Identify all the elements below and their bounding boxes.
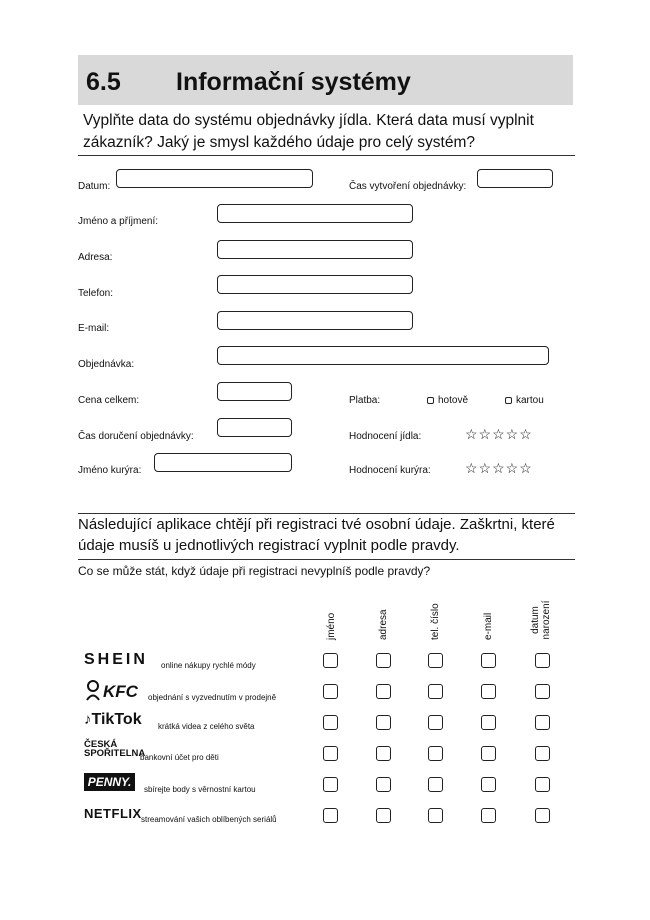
section-number: 6.5 bbox=[86, 68, 121, 96]
kfc-logo: KFC bbox=[103, 682, 138, 701]
email-label: E-mail: bbox=[78, 323, 110, 334]
datum-field[interactable] bbox=[116, 169, 313, 188]
checkbox-datum-narozeni[interactable] bbox=[535, 684, 550, 699]
section-title: Informační systémy bbox=[176, 68, 411, 96]
datum-label: Datum: bbox=[78, 181, 111, 192]
section2-line-1: Následující aplikace chtějí při registraci tvé osobní údaje. Zaškrtni, které bbox=[78, 516, 555, 533]
checkbox-jmeno[interactable] bbox=[323, 715, 338, 730]
cena-field[interactable] bbox=[217, 382, 292, 401]
checkbox-jmeno[interactable] bbox=[323, 777, 338, 792]
column-header-adresa: adresa bbox=[378, 609, 389, 640]
checkbox-email[interactable] bbox=[481, 808, 496, 823]
checkbox-email[interactable] bbox=[481, 653, 496, 668]
hodnoceni-jidla-label: Hodnocení jídla: bbox=[349, 431, 422, 442]
checkbox-tel[interactable] bbox=[428, 746, 443, 761]
checkbox-jmeno[interactable] bbox=[323, 684, 338, 699]
telefon-label: Telefon: bbox=[78, 288, 114, 299]
divider bbox=[78, 559, 575, 560]
checkbox-jmeno[interactable] bbox=[323, 653, 338, 668]
jmeno-kuryra-label: Jméno kurýra: bbox=[78, 465, 142, 476]
checkbox-datum-narozeni[interactable] bbox=[535, 808, 550, 823]
hodnoceni-kuryra-label: Hodnocení kurýra: bbox=[349, 465, 431, 476]
checkbox-email[interactable] bbox=[481, 746, 496, 761]
objednavka-label: Objednávka: bbox=[78, 359, 135, 370]
platba-label: Platba: bbox=[349, 395, 381, 406]
cena-label: Cena celkem: bbox=[78, 395, 140, 406]
column-header-jmeno: jméno bbox=[326, 612, 337, 640]
kartou-label: kartou bbox=[516, 395, 544, 406]
checkbox-jmeno[interactable] bbox=[323, 746, 338, 761]
checkbox-adresa[interactable] bbox=[376, 684, 391, 699]
email-field[interactable] bbox=[217, 311, 413, 330]
column-header-tel: tel. číslo bbox=[430, 603, 441, 640]
checkbox-tel[interactable] bbox=[428, 715, 443, 730]
adresa-label: Adresa: bbox=[78, 252, 113, 263]
checkbox-adresa[interactable] bbox=[376, 777, 391, 792]
checkbox-email[interactable] bbox=[481, 715, 496, 730]
checkbox-tel[interactable] bbox=[428, 653, 443, 668]
checkbox-adresa[interactable] bbox=[376, 746, 391, 761]
jmeno-label: Jméno a příjmení: bbox=[78, 216, 159, 227]
ceska-sporitelna-logo: ČESKÁ SPOŘITELNA bbox=[84, 739, 146, 759]
column-header-email: e-mail bbox=[483, 612, 494, 640]
column-header-datum-narozeni: datum narození bbox=[530, 600, 552, 640]
kartou-checkbox[interactable] bbox=[505, 397, 512, 404]
instruction-line-2: zákazník? Jaký je smysl každého údaje pro celý systém? bbox=[83, 134, 475, 151]
cas-doruceni-label: Čas doručení objednávky: bbox=[78, 431, 194, 442]
checkbox-adresa[interactable] bbox=[376, 715, 391, 730]
cas-doruceni-field[interactable] bbox=[217, 418, 292, 437]
shein-logo: SHEIN bbox=[84, 651, 148, 668]
telefon-field[interactable] bbox=[217, 275, 413, 294]
cas-vytvoreni-label: Čas vytvoření objednávky: bbox=[349, 181, 467, 192]
checkbox-tel[interactable] bbox=[428, 777, 443, 792]
checkbox-email[interactable] bbox=[481, 684, 496, 699]
checkbox-adresa[interactable] bbox=[376, 653, 391, 668]
checkbox-tel[interactable] bbox=[428, 808, 443, 823]
app-desc: bankovní účet pro děti bbox=[140, 753, 219, 762]
section2-line-2: údaje musíš u jednotlivých registrací vyplnit podle pravdy. bbox=[78, 537, 460, 554]
checkbox-datum-narozeni[interactable] bbox=[535, 777, 550, 792]
checkbox-adresa[interactable] bbox=[376, 808, 391, 823]
kfc-colonel-icon bbox=[84, 679, 102, 701]
app-desc: sbírejte body s věrnostní kartou bbox=[144, 785, 256, 794]
checkbox-jmeno[interactable] bbox=[323, 808, 338, 823]
hodnoceni-jidla-stars[interactable]: ☆☆☆☆☆ bbox=[465, 426, 533, 442]
checkbox-email[interactable] bbox=[481, 777, 496, 792]
app-desc: online nákupy rychlé módy bbox=[161, 661, 256, 670]
section2-question: Co se může stát, když údaje při registraci nevyplníš podle pravdy? bbox=[78, 564, 431, 578]
app-desc: krátká videa z celého světa bbox=[158, 722, 255, 731]
checkbox-datum-narozeni[interactable] bbox=[535, 746, 550, 761]
hotove-checkbox[interactable] bbox=[427, 397, 434, 404]
app-desc: streamování vašich oblíbených seriálů bbox=[141, 815, 277, 824]
objednavka-field[interactable] bbox=[217, 346, 549, 365]
checkbox-datum-narozeni[interactable] bbox=[535, 715, 550, 730]
checkbox-tel[interactable] bbox=[428, 684, 443, 699]
adresa-field[interactable] bbox=[217, 240, 413, 259]
penny-logo: PENNY. bbox=[84, 773, 135, 791]
app-desc: objednání s vyzvednutím v prodejně bbox=[148, 693, 277, 702]
jmeno-field[interactable] bbox=[217, 204, 413, 223]
checkbox-datum-narozeni[interactable] bbox=[535, 653, 550, 668]
netflix-logo: NETFLIX bbox=[84, 806, 142, 821]
hotove-label: hotově bbox=[438, 395, 469, 406]
divider bbox=[78, 155, 575, 156]
hodnoceni-kuryra-stars[interactable]: ☆☆☆☆☆ bbox=[465, 460, 533, 476]
tiktok-logo: ♪TikTok bbox=[84, 711, 142, 728]
instruction-line-1: Vyplňte data do systému objednávky jídla. Která data musí vyplnit bbox=[83, 112, 534, 129]
jmeno-kuryra-field[interactable] bbox=[154, 453, 292, 472]
cas-vytvoreni-field[interactable] bbox=[477, 169, 553, 188]
